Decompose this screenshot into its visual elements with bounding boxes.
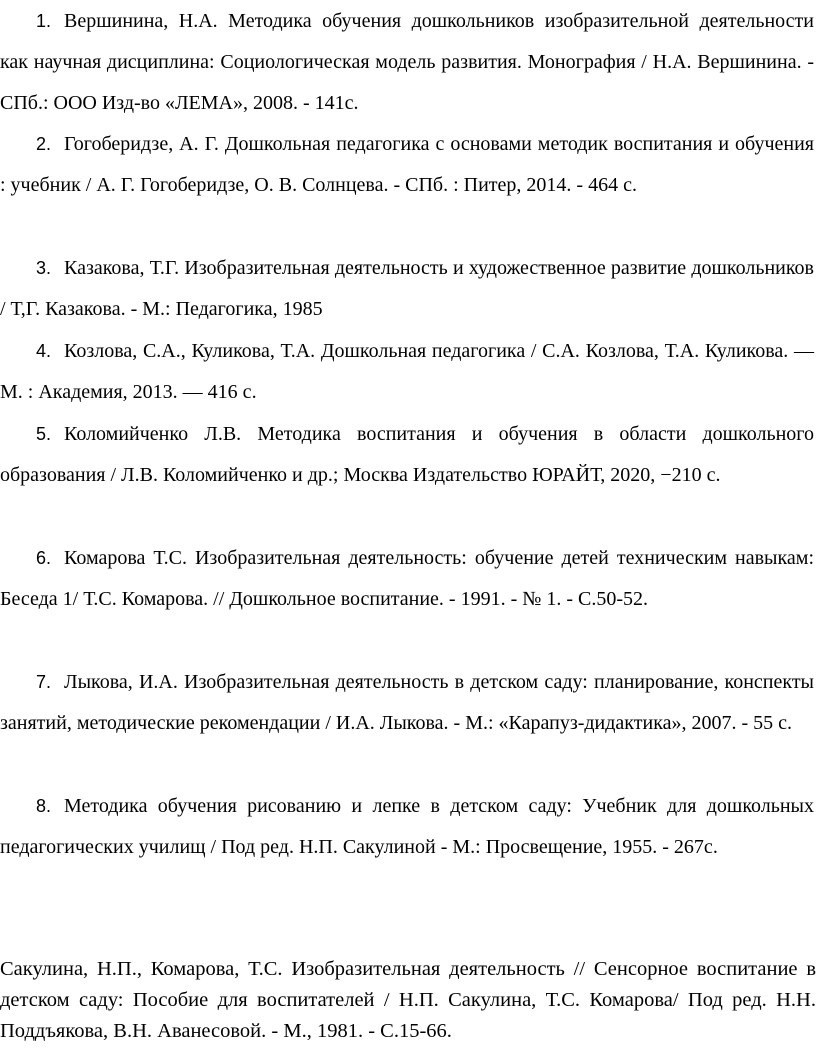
reference-text: Коломийченко Л.В. Методика воспитания и обучения в области дошкольного образования / Л.В. Коломийченко и др.; Москва Издательство ЮРАЙТ, 2020, −210 с. — [0, 423, 814, 486]
reference-text: Сакулина, Н.П., Комарова, Т.С. Изобразительная деятельность // Сенсорное воспитание в детском саду: Пособие для воспитателей / Н.П. Сакулина, Т.С. Комарова/ Под ред. Н.Н. Поддъякова, В.Н. Аванесовой. - М., 1981. - С.15-66. — [0, 958, 816, 1042]
reference-item-6 — [0, 538, 814, 620]
reference-item-1 — [0, 1, 814, 124]
reference-text: Комарова Т.С. Изобразительная деятельность: обучение детей техническим навыкам: Беседа 1/ Т.С. Комарова. // Дошкольное воспитание. - 1991. - № 1. - С.50-52. — [0, 547, 814, 610]
reference-text: Казакова, Т.Г. Изобразительная деятельность и художественное развитие дошкольников / Т,Г. Казакова. - М.: Педагогика, 1985 — [0, 257, 814, 320]
reference-number: 2. — [36, 134, 52, 154]
reference-number: 7. — [36, 672, 52, 692]
reference-text: Козлова, С.А., Куликова, Т.А. Дошкольная педагогика / С.А. Козлова, Т.А. Куликова. — М. : Академия, 2013. — 416 с. — [0, 340, 814, 403]
reference-number: 5. — [36, 424, 52, 444]
reference-number: 6. — [36, 548, 52, 568]
reference-item-unnumbered — [0, 954, 816, 1047]
reference-text: Методика обучения рисованию и лепке в детском саду: Учебник для дошкольных педагогических училищ / Под ред. Н.П. Сакулиной - М.: Просвещение, 1955. - 267с. — [0, 795, 814, 858]
reference-text: Лыкова, И.А. Изобразительная деятельность в детском саду: планирование, конспекты занятий, методические рекомендации / И.А. Лыкова. - М.: «Карапуз-дидактика», 2007. - 55 с. — [0, 671, 814, 734]
reference-item-7 — [0, 662, 814, 744]
reference-number: 1. — [36, 11, 52, 31]
reference-item-2 — [0, 124, 814, 206]
reference-number: 8. — [36, 796, 52, 816]
reference-item-4 — [0, 331, 814, 413]
reference-item-5 — [0, 414, 814, 496]
reference-number: 4. — [36, 341, 52, 361]
reference-item-3 — [0, 248, 814, 330]
reference-number: 3. — [36, 258, 52, 278]
reference-text: Гогоберидзе, А. Г. Дошкольная педагогика с основами методик воспитания и обучения : учебник / А. Г. Гогоберидзе, О. В. Солнцева. - СПб. : Питер, 2014. - 464 с. — [0, 133, 814, 196]
reference-text: Вершинина, Н.А. Методика обучения дошкольников изобразительной деятельности как научная дисциплина: Социологическая модель развития. Монография / Н.А. Вершинина. - СПб.: ООО Изд-во «ЛЕМА», 2008. - 141с. — [0, 10, 814, 114]
reference-item-8 — [0, 786, 814, 868]
